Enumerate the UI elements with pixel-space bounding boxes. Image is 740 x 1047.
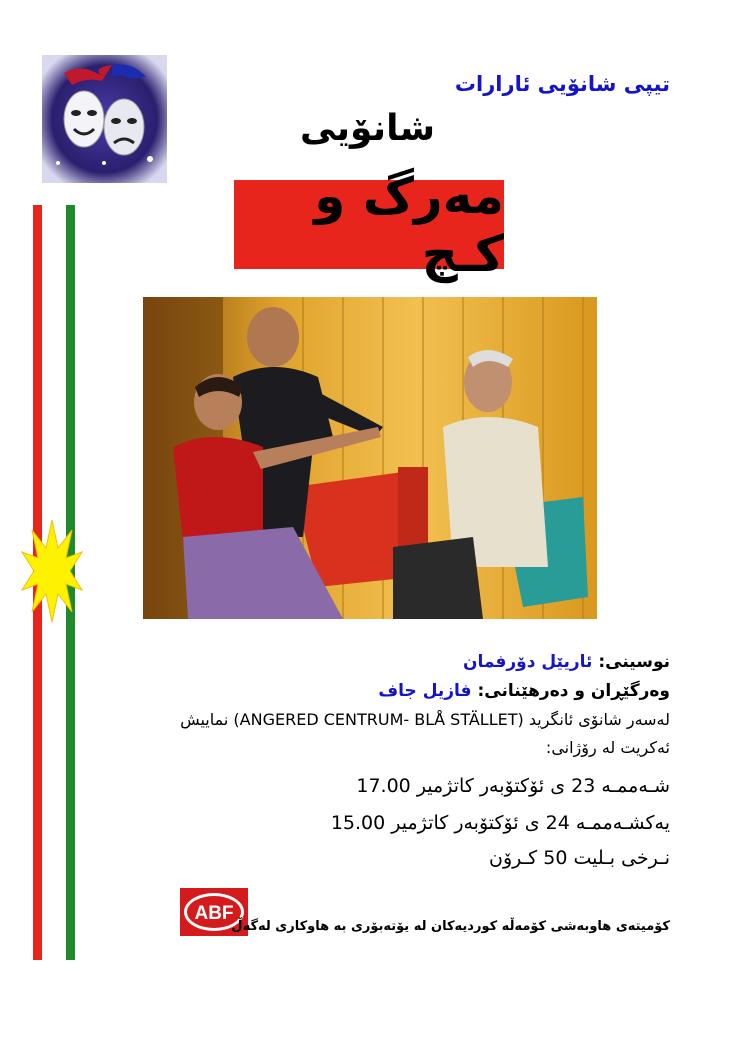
shows-line: ئەکریت لە رۆژانی:: [545, 738, 670, 757]
title-box: [234, 166, 504, 283]
ticket-price: نـرخی بـلیت 50 کـرۆن: [489, 847, 670, 869]
cooperation-text: کۆمیتەی هاوبەشی کۆمەڵە کوردیەکان لە یۆتەبۆری بە هاوکاری لەگەڵ: [231, 919, 670, 934]
sun-icon: [20, 518, 84, 624]
theatre-masks-icon: [42, 55, 167, 183]
company-name: تیپی شانۆیی ئارارات: [454, 72, 670, 96]
translator-name: فازیل جاف: [378, 681, 472, 701]
translator-label: وەرگێڕان و دەرهێنانی:: [477, 681, 670, 701]
author-name: ئاریێل دۆرفمان: [462, 652, 593, 672]
play-title: مەرگ و کـچ: [314, 166, 504, 283]
author-label: نوسینی:: [598, 652, 670, 672]
saturday-showtime: شـەممـە 23 ی ئۆکتۆبەر کاتژمیر 17.00: [356, 775, 670, 797]
venue-line: لەسەر شانۆی ئانگرید (ANGERED CENTRUM- BLÅ STÄLLET) نماییش: [180, 710, 670, 729]
translator-line: [378, 681, 670, 701]
genre-heading: شانۆیی: [300, 108, 435, 149]
sunday-showtime: یەکشـەممـە 24 ی ئۆکتۆبەر کاتژمیر 15.00: [330, 812, 670, 834]
author-line: [463, 652, 670, 672]
play-photo: [143, 297, 597, 619]
svg-text:ABF: ABF: [194, 903, 234, 924]
